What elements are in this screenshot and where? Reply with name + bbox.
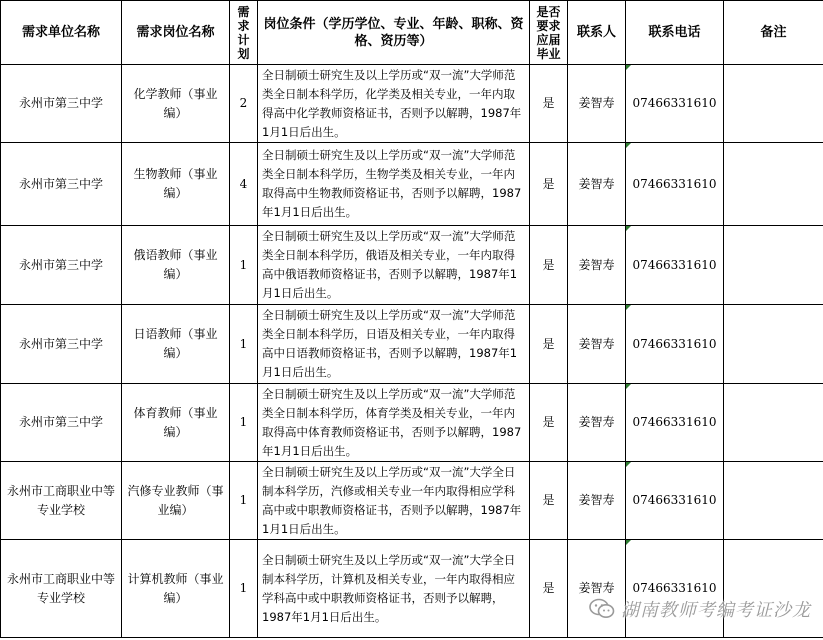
cell-unit-text: 永州市第三中学 — [18, 415, 103, 429]
cell-remarks — [724, 226, 823, 305]
cell-unit — [1, 143, 122, 226]
cell-phone-text: 07466331610 — [632, 581, 717, 595]
cell-contact — [568, 540, 626, 638]
header-position: 需求岗位名称 — [122, 1, 230, 65]
cell-contact-text: 姜智寿 — [578, 415, 615, 429]
cell-phone — [626, 65, 724, 143]
cell-remarks — [724, 305, 823, 384]
cell-conditions — [258, 65, 530, 143]
cell-contact — [568, 143, 626, 226]
cell-position — [122, 462, 230, 540]
table-row — [1, 540, 823, 638]
cell-contact — [568, 384, 626, 462]
cell-unit-text: 永州市第三中学 — [18, 336, 103, 351]
cell-remarks — [724, 540, 823, 638]
comment-marker-icon — [626, 65, 631, 70]
cell-phone — [626, 540, 724, 638]
cell-contact-text: 姜智寿 — [578, 96, 615, 110]
table-row — [1, 143, 823, 226]
cell-position — [122, 540, 230, 638]
cell-conditions-text: 全日制硕士研究生及以上学历或“双一流”大学师范类全日制本科学历，俄语及相关专业，一年内取得高中俄语教师资格证书，否则予以解聘，1987年1月1日后出生。 — [262, 229, 518, 300]
cell-plan — [230, 540, 258, 638]
header-conditions: 岗位条件（学历学位、专业、年龄、职称、资格、资历等） — [258, 1, 530, 65]
cell-unit-text: 永州市第三中学 — [18, 257, 103, 272]
cell-position-text: 日语教师（事业编） — [133, 327, 218, 360]
cell-contact — [568, 305, 626, 384]
cell-phone-text: 07466331610 — [632, 257, 717, 272]
cell-remarks — [724, 143, 823, 226]
cell-unit — [1, 305, 122, 384]
cell-position-text: 汽修专业教师（事业编） — [127, 483, 224, 517]
cell-remarks — [724, 65, 823, 143]
header-unit: 需求单位名称 — [1, 1, 122, 65]
cell-contact-text: 姜智寿 — [578, 493, 615, 507]
cell-unit-text: 永州市第三中学 — [18, 176, 103, 191]
cell-fresh-grad — [530, 305, 568, 384]
wechat-icon — [589, 598, 615, 620]
cell-fresh-grad — [530, 226, 568, 305]
cell-fresh-grad-text: 是 — [542, 257, 555, 272]
cell-conditions — [258, 462, 530, 540]
cell-phone — [626, 462, 724, 540]
cell-conditions — [258, 226, 530, 305]
cell-conditions — [258, 540, 530, 638]
table-row — [1, 305, 823, 384]
table-row — [1, 462, 823, 540]
cell-plan — [230, 305, 258, 384]
table-row — [1, 226, 823, 305]
cell-plan-text: 2 — [239, 96, 248, 110]
cell-fresh-grad — [530, 540, 568, 638]
header-remarks: 备注 — [724, 1, 823, 65]
cell-fresh-grad-text: 是 — [542, 493, 555, 507]
cell-plan-text: 1 — [239, 257, 248, 272]
cell-unit-text: 永州市工商职业中等专业学校 — [6, 483, 115, 517]
cell-conditions — [258, 305, 530, 384]
cell-plan — [230, 226, 258, 305]
cell-unit-text: 永州市第三中学 — [18, 96, 103, 110]
cell-plan — [230, 143, 258, 226]
cell-position — [122, 384, 230, 462]
cell-conditions-text: 全日制硕士研究生及以上学历或“双一流”大学师范类全日制本科学历，体育学类及相关专业，一年内取得高中体育教师资格证书，否则予以解聘，1987年1月1日后出生。 — [262, 386, 522, 458]
cell-unit — [1, 462, 122, 540]
cell-phone-text: 07466331610 — [632, 493, 717, 507]
header-plan: 需求计划 — [230, 1, 258, 65]
cell-fresh-grad — [530, 143, 568, 226]
cell-fresh-grad-text: 是 — [542, 415, 555, 429]
cell-phone-text: 07466331610 — [632, 336, 717, 351]
comment-marker-icon — [626, 540, 631, 545]
cell-position — [122, 226, 230, 305]
cell-contact-text: 姜智寿 — [578, 257, 615, 272]
cell-fresh-grad — [530, 462, 568, 540]
cell-plan-text: 1 — [239, 415, 248, 429]
cell-fresh-grad-text: 是 — [542, 581, 555, 595]
cell-plan — [230, 384, 258, 462]
cell-fresh-grad-text: 是 — [542, 336, 555, 351]
cell-contact-text: 姜智寿 — [578, 176, 615, 191]
cell-unit — [1, 65, 122, 143]
cell-conditions — [258, 143, 530, 226]
cell-position-text: 俄语教师（事业编） — [133, 248, 218, 281]
cell-position-text: 生物教师（事业编） — [133, 167, 218, 200]
watermark-text: 湖南教师考编考证沙龙 — [621, 600, 811, 621]
cell-contact-text: 姜智寿 — [578, 336, 615, 351]
cell-unit — [1, 384, 122, 462]
header-row — [1, 1, 823, 65]
cell-conditions-text: 全日制硕士研究生及以上学历或“双一流”大学全日制本科学历，汽修或相关专业一年内取得相应学科高中或中职教师资格证书，否则予以解聘，1987年1月1日后出生。 — [262, 464, 522, 536]
cell-unit-text: 永州市工商职业中等专业学校 — [6, 571, 115, 605]
table-row — [1, 65, 823, 143]
cell-plan-text: 1 — [239, 581, 248, 595]
cell-conditions-text: 全日制硕士研究生及以上学历或“双一流”大学师范类全日制本科学历，生物学类及相关专业，一年内取得高中生物教师资格证书，否则予以解聘，1987年1月1日后出生。 — [262, 148, 522, 219]
cell-phone — [626, 305, 724, 384]
cell-conditions-text: 全日制硕士研究生及以上学历或“双一流”大学师范类全日制本科学历，化学类及相关专业，一年内取得高中化学教师资格证书，否则予以解聘，1987年1月1日后出生。 — [262, 67, 522, 139]
cell-phone — [626, 226, 724, 305]
comment-marker-icon — [626, 462, 631, 467]
cell-fresh-grad-text: 是 — [542, 176, 555, 191]
cell-plan — [230, 65, 258, 143]
cell-plan-text: 4 — [239, 176, 248, 191]
table-row — [1, 384, 823, 462]
cell-contact — [568, 226, 626, 305]
header-fresh-grad: 是否要求应届毕业 — [530, 1, 568, 65]
cell-position — [122, 305, 230, 384]
cell-remarks — [724, 462, 823, 540]
cell-position — [122, 143, 230, 226]
cell-fresh-grad — [530, 384, 568, 462]
cell-position-text: 化学教师（事业编） — [133, 86, 218, 120]
cell-plan-text: 1 — [239, 336, 248, 351]
comment-marker-icon — [626, 143, 631, 148]
cell-contact — [568, 65, 626, 143]
cell-position — [122, 65, 230, 143]
cell-contact — [568, 462, 626, 540]
cell-contact-text: 姜智寿 — [578, 581, 615, 595]
cell-phone — [626, 384, 724, 462]
header-contact: 联系人 — [568, 1, 626, 65]
cell-remarks — [724, 384, 823, 462]
comment-marker-icon — [626, 384, 631, 389]
cell-phone-text: 07466331610 — [632, 415, 717, 429]
header-phone: 联系电话 — [626, 1, 724, 65]
cell-plan — [230, 462, 258, 540]
cell-conditions-text: 全日制硕士研究生及以上学历或“双一流”大学全日制本科学历，计算机及相关专业，一年内取得相应学科高中或中职教师资格证书，否则予以解聘，1987年1月1日后出生。 — [262, 552, 516, 624]
cell-fresh-grad — [530, 65, 568, 143]
cell-phone-text: 07466331610 — [632, 96, 717, 110]
cell-conditions — [258, 384, 530, 462]
comment-marker-icon — [626, 226, 631, 231]
cell-position-text: 计算机教师（事业编） — [127, 571, 224, 605]
cell-plan-text: 1 — [239, 493, 248, 507]
cell-position-text: 体育教师（事业编） — [133, 405, 218, 439]
watermark — [589, 596, 811, 622]
comment-marker-icon — [626, 305, 631, 310]
cell-phone-text: 07466331610 — [632, 176, 717, 191]
cell-phone — [626, 143, 724, 226]
cell-unit — [1, 540, 122, 638]
cell-conditions-text: 全日制硕士研究生及以上学历或“双一流”大学师范类全日制本科学历，日语及相关专业，一年内取得高中日语教师资格证书，否则予以解聘，1987年1月1日后出生。 — [262, 308, 518, 379]
cell-fresh-grad-text: 是 — [542, 96, 555, 110]
cell-unit — [1, 226, 122, 305]
